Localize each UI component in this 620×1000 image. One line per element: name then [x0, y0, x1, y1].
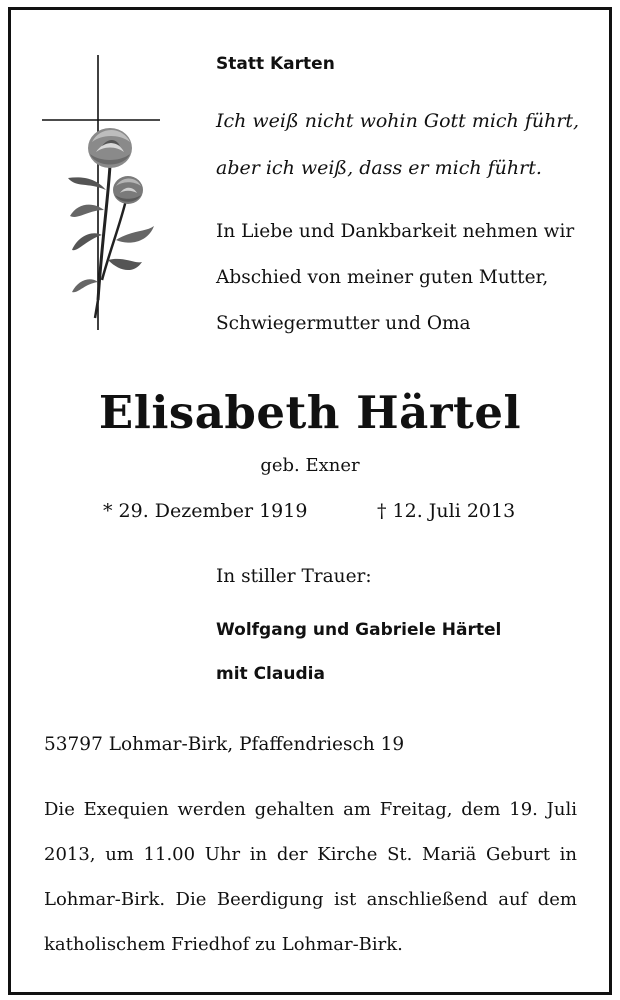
birth-date: * 29. Dezember 1919	[103, 500, 308, 522]
deceased-name: Elisabeth Härtel	[98, 386, 522, 439]
death-date: † 12. Juli 2013	[377, 500, 516, 522]
verse-line-2: aber ich weiß, dass er mich führt.	[216, 157, 542, 179]
intro-line-2: Abschied von meiner guten Mutter,	[216, 267, 549, 288]
mourner-line-1: Wolfgang und Gabriele Härtel	[216, 620, 502, 640]
intro-line-1: In Liebe und Dankbarkeit nehmen wir	[216, 221, 575, 242]
intro-line-3: Schwiegermutter und Oma	[216, 313, 471, 334]
mourner-line-2: mit Claudia	[216, 664, 325, 684]
address: 53797 Lohmar-Birk, Pfaffendriesch 19	[44, 734, 405, 755]
notice-heading: Statt Karten	[216, 54, 335, 74]
birth-name: geb. Exner	[260, 455, 360, 476]
funeral-details: Die Exequien werden gehalten am Freitag, dem 19. Juli 2013, um 11.00 Uhr in der Kirche St. Mariä Geburt in Lohmar-Birk. Die Beerdigung ist anschließend auf dem katholischem Friedhof zu Lohmar-Birk.	[44, 799, 577, 955]
mourning-label: In stiller Trauer:	[216, 566, 372, 587]
cross-with-roses-icon	[38, 50, 168, 335]
verse-line-1: Ich weiß nicht wohin Gott mich führt,	[216, 110, 580, 132]
